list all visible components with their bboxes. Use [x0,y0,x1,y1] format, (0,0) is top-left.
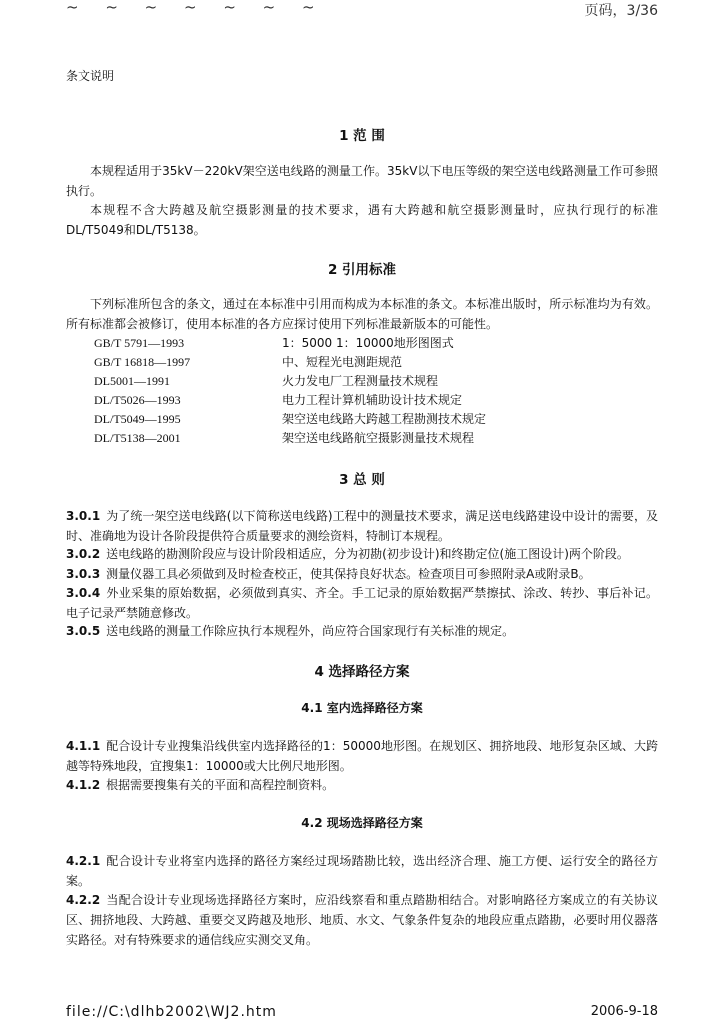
reference-code: DL5001—1991 [94,374,170,388]
reference-row [94,391,462,408]
chapter-1-paragraph-1: 本规程适用于35kV－220kV架空送电线路的测量工作。35kV以下电压等级的架空送电线路测量工作可参照执行。 [66,164,658,198]
clause-number: 3.0.2 [66,547,101,561]
clause-number: 3.0.5 [66,624,101,638]
clause-text: 当配合设计专业现场选择路径方案时，应沿线察看和重点踏勘相结合。对影响路径方案成立的有关协议区、拥挤地段、大跨越、重要交叉跨越及地形、地质、水文、气象条件复杂的地段应重点踏勘，必要时用仪器落实路径。对有特殊要求的通信线应实测交叉角。 [66,893,658,947]
clause-4-1-1 [66,736,658,776]
chapter-4-title: 4 选择路径方案 [314,664,410,680]
reference-row [94,429,474,446]
clause-number: 4.2.2 [66,893,101,907]
clause-text: 外业采集的原始数据，必须做到真实、齐全。手工记录的原始数据严禁擦拭、涂改、转抄、事后补记。电子记录严禁随意修改。 [66,586,658,620]
clause-text: 测量仪器工具必须做到及时检查校正，使其保持良好状态。检查项目可参照附录A或附录B。 [106,567,591,581]
header-tildes: ~ ~ ~ ~ ~ ~ ~ [66,0,326,16]
reference-row [94,372,438,389]
chapter-2-paragraph-1: 下列标准所包含的条文，通过在本标准中引用而构成为本标准的条文。本标准出版时，所示标准均为有效。所有标准都会被修订，使用本标准的各方应探讨使用下列标准最新版本的可能性。 [66,297,658,331]
reference-name: 火力发电厂工程测量技术规程 [282,374,439,388]
reference-code: DL/T5026—1993 [94,393,181,407]
clause-text: 送电线路的勘测阶段应与设计阶段相适应，分为初勘(初步设计)和终勘定位(施工图设计)两个阶段。 [106,547,629,561]
footer-file-path: file://C:\dlhb2002\WJ2.htm [66,1004,277,1020]
clause-3-0-1 [66,506,658,546]
reference-code: DL/T5138—2001 [94,431,181,445]
reference-row [94,353,402,370]
clause-4-2-2 [66,890,658,950]
clause-4-1-2 [66,775,658,795]
clause-number: 4.2.1 [66,854,101,868]
reference-code: GB/T 16818—1997 [94,355,191,369]
reference-code: DL/T5049—1995 [94,412,181,426]
clause-text: 根据需要搜集有关的平面和高程控制资料。 [106,778,335,792]
reference-name: 中、短程光电测距规范 [282,355,403,369]
chapter-1-title: 1 范 围 [339,128,385,144]
clause-text: 为了统一架空送电线路(以下简称送电线路)工程中的测量技术要求，满足送电线路建设中设计的需要，及时、准确地为设计各阶段提供符合质量要求的测绘资料，特制订本规程。 [66,509,658,543]
reference-name: 1：5000 1：10000地形图图式 [282,336,454,350]
clause-text: 配合设计专业搜集沿线供室内选择路径的1：50000地形图。在规划区、拥挤地段、地形复杂区域、大跨越等特殊地段，宜搜集1：10000或大比例尺地形图。 [66,739,658,773]
footer-date: 2006-9-18 [590,1004,658,1019]
section-label: 条文说明 [66,69,115,83]
clause-3-0-3 [66,564,658,584]
clause-number: 3.0.3 [66,567,101,581]
reference-row [94,410,486,427]
chapter-2-title: 2 引用标准 [327,262,397,278]
reference-name: 架空送电线路大跨越工程勘测技术规定 [282,412,487,426]
chapter-3-title: 3 总 则 [339,472,385,488]
page-number: 页码，3/36 [584,3,658,19]
clause-text: 配合设计专业将室内选择的路径方案经过现场踏勘比较，选出经济合理、施工方便、运行安全的路径方案。 [66,854,658,888]
reference-name: 架空送电线路航空摄影测量技术规程 [282,431,475,445]
clause-3-0-5 [66,621,658,641]
clause-number: 4.1.1 [66,739,101,753]
clause-4-2-1 [66,851,658,891]
reference-code: GB/T 5791—1993 [94,336,185,350]
clause-text: 送电线路的测量工作除应执行本规程外，尚应符合国家现行有关标准的规定。 [106,624,515,638]
clause-number: 3.0.1 [66,509,101,523]
clause-number: 4.1.2 [66,778,101,792]
reference-row [94,334,454,351]
clause-3-0-4 [66,583,658,623]
section-4-1-title: 4.1 室内选择路径方案 [301,701,423,715]
reference-name: 电力工程计算机辅助设计技术规定 [282,393,463,407]
chapter-1-paragraph-2: 本规程不含大跨越及航空摄影测量的技术要求，遇有大跨越和航空摄影测量时，应执行现行的标准DL/T5049和DL/T5138。 [66,203,658,237]
clause-3-0-2 [66,544,658,564]
clause-number: 3.0.4 [66,586,101,600]
section-4-2-title: 4.2 现场选择路径方案 [301,816,423,830]
